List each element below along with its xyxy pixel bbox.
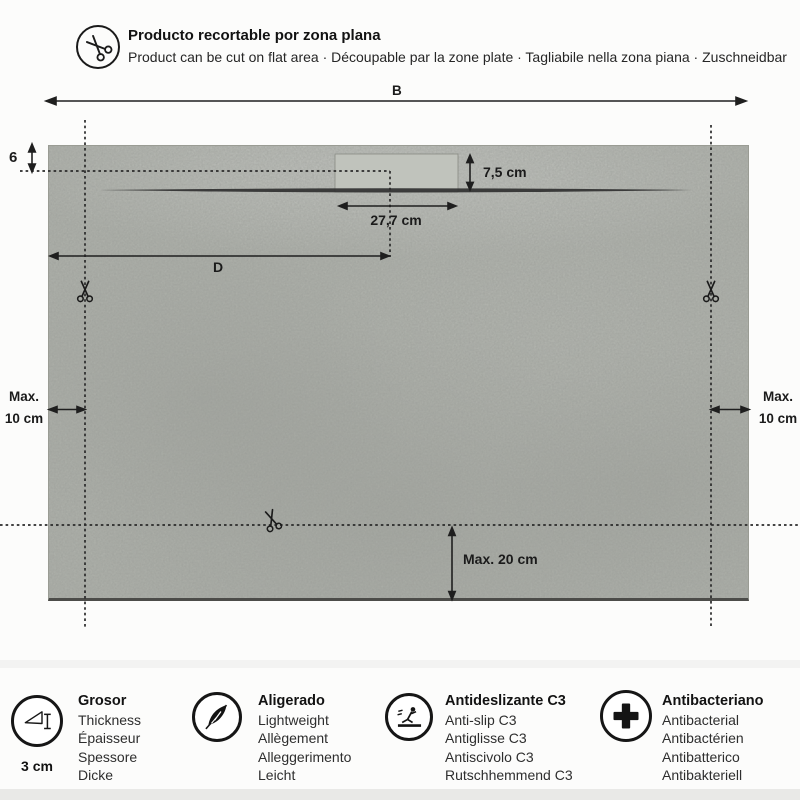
thickness-icon (11, 695, 63, 747)
feature-label: Lightweight (258, 711, 329, 728)
feature-label: Antiglisse C3 (445, 730, 527, 746)
scissors-marker-right (700, 279, 722, 303)
feature-label: Spessore (78, 748, 138, 765)
feature-label: Antibacteriano (662, 693, 764, 709)
feature-label: Antibatterico (662, 748, 740, 765)
thickness-glyph (17, 701, 57, 741)
drain-depth-label: 7,5 cm (483, 164, 527, 180)
feature-label: Antideslizante C3 (445, 693, 566, 709)
antibacterial-icon (600, 690, 652, 742)
feature-label: Antibakteriell (662, 767, 743, 783)
scissors-circle-icon (76, 25, 120, 69)
feature-label: Dicke (78, 767, 114, 783)
max-left-line1: Max. (8, 389, 39, 404)
max-right-label (756, 386, 800, 430)
drain-width-label: 27,7 cm (370, 212, 422, 228)
max-left-label (2, 386, 46, 430)
feature-label: Antibacterial (662, 711, 740, 728)
antibacterial-labels (662, 692, 764, 785)
feature-label: Rutschhemmend C3 (445, 767, 573, 783)
feature-label: Thickness (78, 711, 142, 728)
max-left-line2: 10 cm (4, 411, 44, 426)
b-width-arrow (46, 97, 746, 104)
anti-slip-glyph (391, 699, 428, 736)
cross-glyph (606, 696, 646, 736)
feature-label: Grosor (78, 693, 127, 709)
edge-height-arrow (29, 144, 36, 172)
feature-label: Leicht (258, 767, 296, 783)
scan-band-bottom (0, 789, 800, 800)
header-title: Producto recortable por zona plana (128, 27, 381, 44)
feature-label: Antibactérien (662, 730, 744, 746)
feature-label: Anti-slip C3 (445, 711, 517, 728)
feature-label: Épaisseur (78, 730, 141, 746)
anti-slip-labels (445, 692, 573, 785)
max-right-line2: 10 cm (758, 411, 798, 426)
feather-glyph (198, 698, 236, 736)
max-right-line1: Max. (762, 389, 793, 404)
drain-distance-label: D (213, 259, 224, 275)
anti-slip-icon (385, 693, 433, 741)
feature-label: Alleggerimento (258, 748, 352, 765)
b-width-label: B (392, 83, 402, 98)
feature-label: Aligerado (258, 693, 325, 709)
thickness-labels (78, 692, 141, 785)
feature-label: Antiscivolo C3 (445, 748, 534, 765)
max-bottom-label: Max. 20 cm (463, 551, 538, 567)
header-subtitle: Product can be cut on flat area · Découpable par la zone plate · Tagliabile nella zona piana · Zuschneidbar (128, 49, 787, 65)
feature-label: Allègement (258, 730, 329, 746)
scissors-icon (79, 28, 117, 66)
feather-icon (192, 692, 242, 742)
scissors-marker-left (74, 279, 96, 303)
lightweight-labels (258, 692, 351, 785)
edge-height-label: 6 (9, 149, 18, 166)
scan-band-divider (0, 660, 800, 668)
thickness-value: 3 cm (21, 758, 53, 774)
